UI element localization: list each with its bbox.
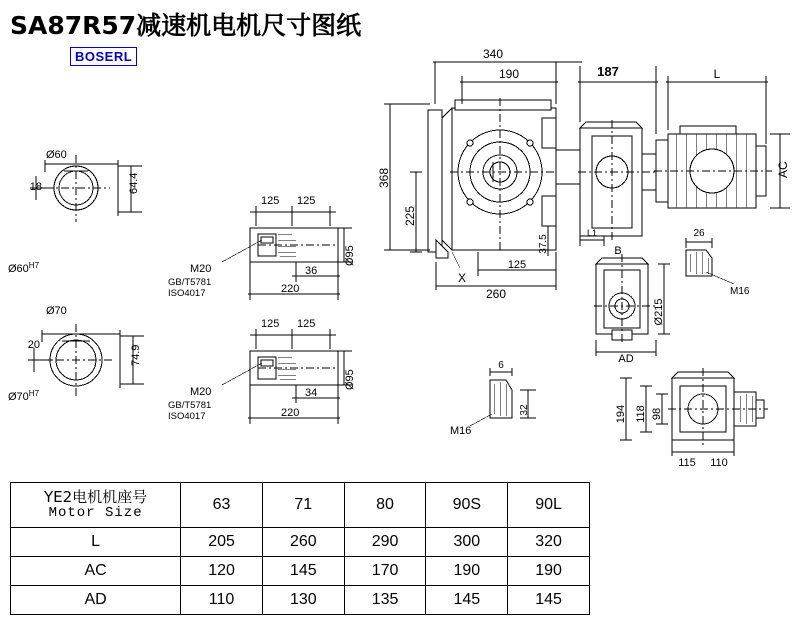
table-header-size-90s: 90S xyxy=(426,483,508,528)
brand-logo: BOSERL xyxy=(70,47,137,66)
dim-shaft60-h7: $Ø60^{H7}$ xyxy=(8,261,40,275)
table-cell-AD-90s: 145 xyxy=(426,586,508,615)
dim-hub36: 36 xyxy=(305,265,318,277)
dim-118: 118 xyxy=(635,405,647,423)
gearbox-second-stage xyxy=(578,120,660,240)
dim-hub220-bot: 220 xyxy=(281,407,300,419)
dim-shaft70: Ø70 xyxy=(46,305,67,317)
dim-ac: AC xyxy=(776,161,790,178)
dim-260: 260 xyxy=(485,287,507,301)
motor-size-table xyxy=(10,482,590,615)
table-row xyxy=(11,528,590,557)
dim-hub125-d: 125 xyxy=(297,318,316,330)
dim-hub125-b: 125 xyxy=(297,195,316,207)
label-gb5781-bottom: GB/T5781 xyxy=(168,400,212,411)
dim-368: 368 xyxy=(377,167,391,189)
label-X: X xyxy=(457,271,467,285)
dim-L1: L1 xyxy=(586,228,598,238)
dim-190: 190 xyxy=(498,67,520,81)
dim-L: L xyxy=(713,67,721,81)
dim-110: 110 xyxy=(710,457,728,469)
dim-115: 115 xyxy=(678,457,696,469)
dim-6: 6 xyxy=(498,360,504,371)
dim-hub125-a: 125 xyxy=(261,195,280,207)
key-detail-left xyxy=(470,368,536,426)
table-header-label xyxy=(11,483,181,528)
table-header-size-90l: 90L xyxy=(508,483,590,528)
table-cell-L-90l: 320 xyxy=(508,528,590,557)
dim-hub34: 34 xyxy=(305,387,318,399)
table-cell-AD-71: 130 xyxy=(262,586,344,615)
table-cell-L-63: 205 xyxy=(181,528,263,557)
dim-98: 98 xyxy=(651,407,663,421)
label-m16-right: M16 xyxy=(730,286,750,297)
shaft-section-70 xyxy=(28,324,144,396)
label-m20-bottom: M20 xyxy=(190,386,212,398)
table-header-size-80: 80 xyxy=(344,483,426,528)
table-row xyxy=(11,557,590,586)
dim-shaft70-h7: $Ø70^{H7}$ xyxy=(8,389,40,403)
table-cell-AD-90l: 145 xyxy=(508,586,590,615)
dim-225: 225 xyxy=(403,205,417,227)
table-row xyxy=(11,586,590,615)
dim-shaft60: Ø60 xyxy=(46,149,67,161)
dim-194: 194 xyxy=(615,404,627,424)
dim-32: 32 xyxy=(519,404,530,416)
table-cell-L-71: 260 xyxy=(262,528,344,557)
dim-hub125-c: 125 xyxy=(261,318,280,330)
table-cell-AC-80: 170 xyxy=(344,557,426,586)
table-row-label-AC: AC xyxy=(11,557,181,586)
dim-AD: AD xyxy=(618,353,634,365)
label-B: B xyxy=(614,245,622,257)
table-cell-L-90s: 300 xyxy=(426,528,508,557)
page-title: SA87R57减速机电机尺寸图纸 xyxy=(10,11,362,40)
dim-key64-4: 64.4 xyxy=(128,172,140,194)
dim-hub95-top: Ø95 xyxy=(344,245,356,266)
table-header-size-71: 71 xyxy=(262,483,344,528)
dim-340: 340 xyxy=(482,47,504,61)
table-header-label-en: Motor Size xyxy=(48,504,143,521)
dim-key18: 18 xyxy=(29,181,42,193)
dim-187: 187 xyxy=(597,64,619,79)
label-m20-top: M20 xyxy=(190,263,212,275)
table-row-label-AD: AD xyxy=(11,586,181,615)
motor-view xyxy=(654,126,790,208)
table-header-row xyxy=(11,483,590,528)
dim-key74-9: 74.9 xyxy=(130,344,142,366)
dim-hub220-top: 220 xyxy=(281,283,300,295)
table-header-label-cn: YE2电机机座号 xyxy=(43,487,148,506)
table-cell-AC-71: 145 xyxy=(262,557,344,586)
dim-37-5: 37.5 xyxy=(538,234,549,254)
label-m16-left: M16 xyxy=(450,425,472,437)
label-gb5781-top: GB/T5781 xyxy=(168,277,212,288)
dim-hub95-bot: Ø95 xyxy=(344,369,356,390)
table-cell-AC-90s: 190 xyxy=(426,557,508,586)
dim-215: Ø215 xyxy=(653,298,665,326)
table-cell-AD-63: 110 xyxy=(181,586,263,615)
table-cell-AD-80: 135 xyxy=(344,586,426,615)
table-cell-L-80: 290 xyxy=(344,528,426,557)
shaft-section-60 xyxy=(30,155,142,222)
label-iso4017-top: ISO4017 xyxy=(168,288,206,299)
gearbox-main-view xyxy=(428,98,580,258)
table-cell-AC-90l: 190 xyxy=(508,557,590,586)
table-cell-AC-63: 120 xyxy=(181,557,263,586)
dim-26: 26 xyxy=(693,228,705,239)
dim-key20: 20 xyxy=(27,339,40,351)
key-detail-right xyxy=(686,238,734,284)
dim-125-center: 125 xyxy=(507,259,527,271)
table-header-size-63: 63 xyxy=(181,483,263,528)
label-iso4017-bottom: ISO4017 xyxy=(168,411,206,422)
table-row-label-L: L xyxy=(11,528,181,557)
